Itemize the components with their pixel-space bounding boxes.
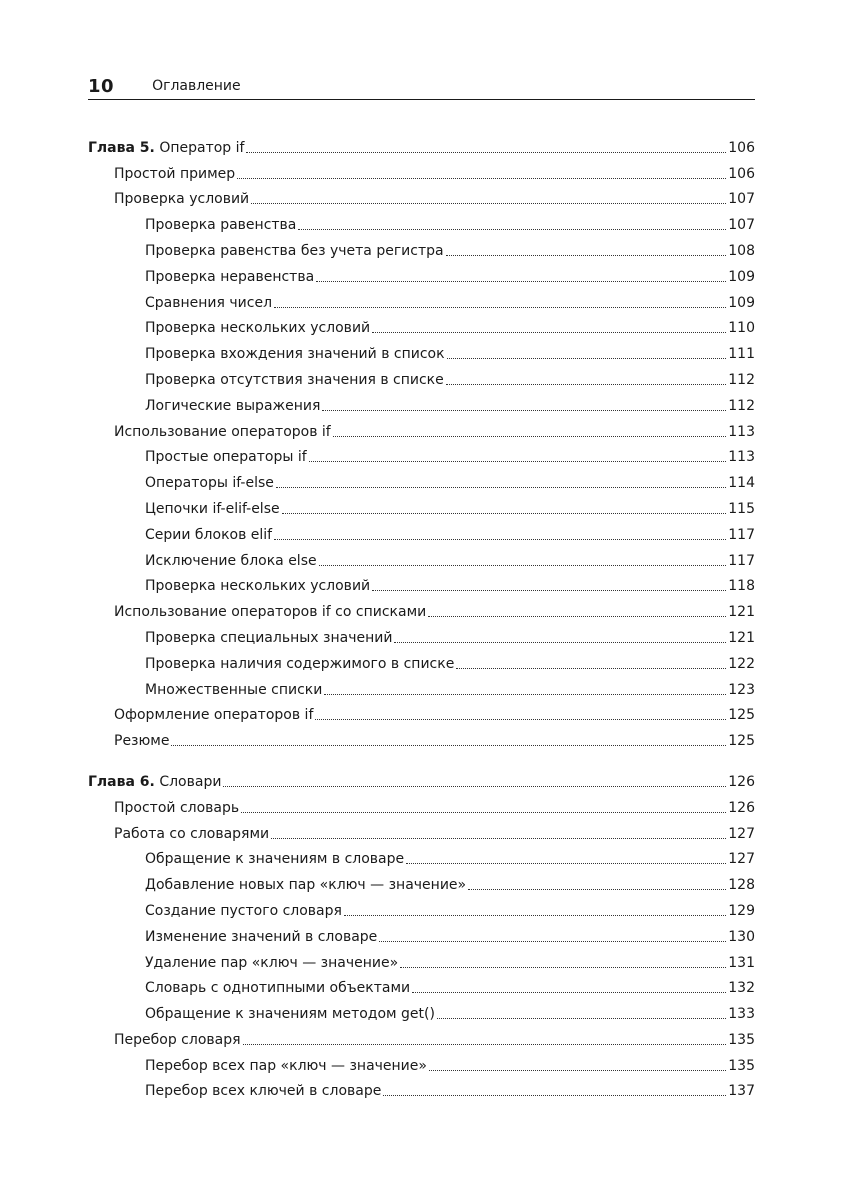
toc-entry-page: 125: [728, 733, 755, 750]
toc-entry: [88, 647, 755, 673]
toc-entry-page: 127: [728, 825, 755, 842]
toc-entry-title: Простые операторы if: [145, 449, 307, 466]
toc-entry: [88, 817, 755, 843]
dot-leader: [223, 786, 726, 787]
toc-entry-page: 126: [728, 799, 755, 816]
dot-leader: [428, 616, 726, 617]
toc-entry-title: Сравнения чисел: [145, 294, 273, 311]
toc-entry-page: 125: [728, 707, 755, 724]
toc-entry-page: 114: [728, 475, 755, 492]
chapter-title-text: [88, 139, 244, 157]
chapter-5: [88, 131, 755, 750]
dot-leader: [446, 384, 727, 385]
dot-leader: [276, 487, 726, 488]
toc-entry: [88, 492, 755, 518]
chapter-title-text: [88, 773, 221, 791]
toc-entry-page: 108: [728, 242, 755, 259]
dot-leader: [324, 694, 726, 695]
toc-entry-title: Простой словарь: [114, 799, 240, 816]
toc-entry-title: Добавление новых пар «ключ — значение»: [145, 877, 467, 894]
toc-entry-page: 109: [728, 294, 755, 311]
running-title: Оглавление: [152, 78, 241, 94]
toc-entry: [88, 997, 755, 1023]
dot-leader: [316, 281, 726, 282]
toc-entry-page: 122: [728, 655, 755, 672]
toc-entry: [88, 570, 755, 596]
chapter-5-entries: [88, 157, 755, 750]
chapter-6: [88, 765, 755, 1100]
chapter-heading: [88, 131, 755, 157]
toc-entry-title: Перебор словаря: [114, 1031, 241, 1048]
toc-entry-page: 118: [728, 578, 755, 595]
table-of-contents: [88, 131, 755, 1115]
toc-entry-page: 113: [728, 423, 755, 440]
toc-entry-title: Проверка наличия содержимого в списке: [145, 655, 455, 672]
toc-entry-title: Использование операторов if: [114, 423, 331, 440]
toc-entry-title: Простой пример: [114, 165, 236, 182]
toc-entry: [88, 1049, 755, 1075]
toc-entry-page: 132: [728, 980, 755, 997]
toc-entry: [88, 518, 755, 544]
toc-entry: [88, 466, 755, 492]
dot-leader: [251, 203, 726, 204]
toc-entry: [88, 286, 755, 312]
toc-entry: [88, 183, 755, 209]
dot-leader: [412, 992, 726, 993]
dot-leader: [344, 915, 726, 916]
toc-entry-page: 113: [728, 449, 755, 466]
toc-entry-page: 117: [728, 552, 755, 569]
toc-entry-title: Логические выражения: [145, 397, 321, 414]
toc-entry-title: Оформление операторов if: [114, 707, 314, 724]
toc-entry-title: Словарь с однотипными объектами: [145, 980, 411, 997]
toc-entry-title: Проверка неравенства: [145, 268, 315, 285]
toc-entry-title: Перебор всех пар «ключ — значение»: [145, 1057, 427, 1074]
toc-entry-page: 127: [728, 851, 755, 868]
toc-entry: [88, 595, 755, 621]
toc-entry-page: 128: [728, 877, 755, 894]
chapter-label: Глава 5.: [88, 139, 155, 156]
dot-leader: [243, 1044, 727, 1045]
dot-leader: [429, 1070, 726, 1071]
dot-leader: [241, 812, 726, 813]
dot-leader: [379, 941, 726, 942]
toc-entry: [88, 868, 755, 894]
toc-entry-title: Цепочки if-elif-else: [145, 500, 280, 517]
toc-entry-title: Проверка нескольких условий: [145, 320, 371, 337]
toc-entry-page: 135: [728, 1057, 755, 1074]
dot-leader: [447, 358, 727, 359]
dot-leader: [400, 967, 726, 968]
toc-entry-page: 135: [728, 1031, 755, 1048]
dot-leader: [383, 1095, 726, 1096]
dot-leader: [446, 255, 727, 256]
toc-entry-title: Проверка условий: [114, 191, 250, 208]
toc-entry-title: Множественные списки: [145, 681, 323, 698]
toc-entry-page: 112: [728, 371, 755, 388]
dot-leader: [271, 838, 726, 839]
dot-leader: [274, 539, 726, 540]
toc-entry: [88, 946, 755, 972]
toc-entry-page: 106: [728, 165, 755, 182]
running-header: [88, 73, 755, 100]
toc-entry-page: 117: [728, 526, 755, 543]
dot-leader: [309, 461, 727, 462]
toc-entry-title: Операторы if-else: [145, 475, 274, 492]
toc-entry: [88, 260, 755, 286]
toc-entry: [88, 208, 755, 234]
toc-entry-title: Удаление пар «ключ — значение»: [145, 954, 399, 971]
dot-leader: [468, 889, 726, 890]
toc-entry: [88, 673, 755, 699]
dot-leader: [322, 410, 726, 411]
toc-entry: [88, 1075, 755, 1101]
dot-leader: [394, 642, 726, 643]
dot-leader: [372, 332, 726, 333]
toc-entry: [88, 920, 755, 946]
toc-entry-title: Создание пустого словаря: [145, 902, 342, 919]
toc-entry-page: 109: [728, 268, 755, 285]
toc-entry-page: 110: [728, 320, 755, 337]
toc-entry: [88, 1023, 755, 1049]
dot-leader: [315, 719, 726, 720]
toc-entry-page: 121: [728, 604, 755, 621]
toc-entry-page: 115: [728, 500, 755, 517]
toc-entry: [88, 894, 755, 920]
dot-leader: [319, 565, 727, 566]
dot-leader: [171, 745, 726, 746]
dot-leader: [282, 513, 727, 514]
toc-entry: [88, 699, 755, 725]
chapter-title: Словари: [159, 773, 222, 790]
toc-entry: [88, 389, 755, 415]
toc-entry-title: Обращение к значениям в словаре: [145, 851, 405, 868]
toc-entry-title: Проверка равенства без учета регистра: [145, 242, 444, 259]
chapter-page: 126: [728, 773, 755, 790]
toc-entry-title: Проверка равенства: [145, 217, 297, 234]
toc-entry-title: Обращение к значениям методом get(): [145, 1006, 435, 1023]
dot-leader: [372, 590, 726, 591]
dot-leader: [456, 668, 726, 669]
toc-entry-title: Резюме: [114, 733, 170, 750]
toc-entry-page: 137: [728, 1083, 755, 1100]
toc-entry: [88, 157, 755, 183]
toc-entry: [88, 312, 755, 338]
toc-entry-title: Перебор всех ключей в словаре: [145, 1083, 382, 1100]
page-number: 10: [88, 75, 115, 97]
toc-entry: [88, 724, 755, 750]
toc-entry: [88, 621, 755, 647]
toc-entry-page: 121: [728, 629, 755, 646]
toc-entry-title: Серии блоков elif: [145, 526, 273, 543]
chapter-title: Оператор if: [159, 139, 245, 156]
toc-entry: [88, 441, 755, 467]
toc-entry-title: Проверка специальных значений: [145, 629, 393, 646]
toc-entry-page: 133: [728, 1006, 755, 1023]
dot-leader: [246, 152, 726, 153]
toc-entry-title: Работа со словарями: [114, 825, 270, 842]
toc-entry-page: 130: [728, 928, 755, 945]
toc-entry-title: Проверка нескольких условий: [145, 578, 371, 595]
toc-entry-title: Использование операторов if со списками: [114, 604, 427, 621]
toc-entry-page: 129: [728, 902, 755, 919]
chapter-page: 106: [728, 139, 755, 156]
toc-entry-page: 123: [728, 681, 755, 698]
toc-entry: [88, 363, 755, 389]
toc-entry-title: Проверка вхождения значений в список: [145, 346, 445, 363]
toc-entry: [88, 843, 755, 869]
chapter-6-entries: [88, 791, 755, 1101]
dot-leader: [333, 436, 727, 437]
toc-entry-title: Проверка отсутствия значения в списке: [145, 371, 444, 388]
toc-entry: [88, 544, 755, 570]
toc-entry-page: 107: [728, 191, 755, 208]
toc-entry-page: 112: [728, 397, 755, 414]
toc-entry-page: 131: [728, 954, 755, 971]
toc-entry-title: Исключение блока else: [145, 552, 317, 569]
chapter-heading: [88, 765, 755, 791]
toc-entry-page: 111: [728, 346, 755, 363]
dot-leader: [437, 1018, 726, 1019]
chapter-label: Глава 6.: [88, 773, 155, 790]
toc-entry-page: 107: [728, 217, 755, 234]
toc-entry: [88, 415, 755, 441]
toc-entry-title: Изменение значений в словаре: [145, 928, 378, 945]
toc-entry: [88, 791, 755, 817]
toc-entry: [88, 972, 755, 998]
dot-leader: [298, 229, 726, 230]
dot-leader: [237, 178, 726, 179]
dot-leader: [274, 307, 726, 308]
toc-entry: [88, 234, 755, 260]
dot-leader: [406, 863, 726, 864]
toc-entry: [88, 337, 755, 363]
